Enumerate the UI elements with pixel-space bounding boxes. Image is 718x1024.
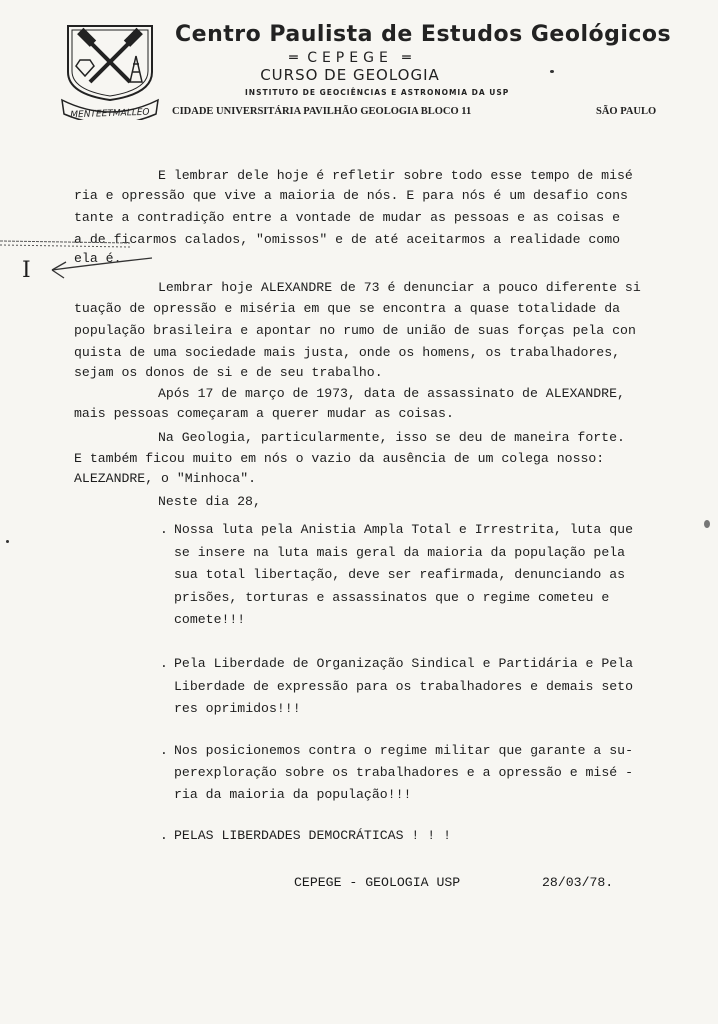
letterhead-address: CIDADE UNIVERSITÁRIA PAVILHÃO GEOLOGIA BLOCO 11 [172, 106, 472, 117]
bullet-dot: . [160, 743, 168, 758]
bullet-1-line: Nossa luta pela Anistia Ampla Total e Irrestrita, luta que [174, 522, 633, 537]
p2-line: quista de uma sociedade mais justa, onde os homens, os trabalhadores, [74, 345, 621, 360]
bullet-3-line: perexploração sobre os trabalhadores e a opressão e misé - [174, 765, 633, 780]
geology-crest-logo [60, 20, 160, 120]
bullet-2-line: Liberdade de expressão para os trabalhadores e demais seto [174, 679, 633, 694]
p4-line: Na Geologia, particularmente, isso se deu de maneira forte. [158, 430, 625, 445]
bullet-1-line: prisões, torturas e assassinatos que o regime cometeu e [174, 590, 610, 605]
bullet-2-line: Pela Liberdade de Organização Sindical e Partidária e Pela [174, 656, 633, 671]
p4-line: E também ficou muito em nós o vazio da ausência de um colega nosso: [74, 451, 605, 466]
signature-date: 28/03/78. [542, 875, 614, 890]
bullet-dot: . [160, 828, 168, 843]
bullet-dot: . [160, 656, 168, 671]
bullet-2-line: res oprimidos!!! [174, 701, 301, 716]
scan-speck [550, 70, 554, 73]
letterhead-title: Centro Paulista de Estudos Geológicos [175, 22, 672, 47]
p2-line: sejam os donos de si e de seu trabalho. [74, 365, 383, 380]
p4-line: ALEZANDRE, o "Minhoca". [74, 471, 257, 486]
bullet-dot: . [160, 522, 168, 537]
bullet-1-line: se insere na luta mais geral da maioria da população pela [174, 545, 626, 560]
bullet-1-line: sua total libertação, deve ser reafirmada, denunciando as [174, 567, 626, 582]
p1-line: ria e opressão que vive a maioria de nós. E para nós é um desafio cons [74, 188, 628, 203]
p1-line: ela é. [74, 251, 122, 266]
margin-strike-lines [0, 236, 140, 250]
bullet-1-line: comete!!! [174, 612, 246, 627]
letterhead-institute: INSTITUTO DE GEOCIÊNCIAS E ASTRONOMIA DA USP [245, 88, 510, 97]
p2-line: população brasileira e apontar no rumo de união de suas forças pela con [74, 323, 636, 338]
letterhead-abbrev: ═ CEPEGE ═ [289, 50, 411, 66]
p3-line: mais pessoas começaram a querer mudar as coisas. [74, 406, 454, 421]
bullet-3-line: ria da maioria da população!!! [174, 787, 412, 802]
scan-speck [6, 540, 9, 543]
margin-arrow-icon [18, 250, 158, 284]
bullet-4-line: PELAS LIBERDADES DEMOCRÁTICAS ! ! ! [174, 828, 451, 843]
margin-note-numeral: I [22, 258, 31, 283]
p3-line: Após 17 de março de 1973, data de assassinato de ALEXANDRE, [158, 386, 625, 401]
letterhead-city: SÃO PAULO [596, 106, 657, 117]
p5-line: Neste dia 28, [158, 494, 261, 509]
scan-speck [704, 520, 710, 528]
letterhead-course: CURSO DE GEOLOGIA [260, 66, 440, 84]
signature-org: CEPEGE - GEOLOGIA USP [294, 875, 461, 890]
p2-line: tuação de opressão e miséria em que se encontra a quase totalidade da [74, 301, 621, 316]
letterhead-abbrev-text: CEPEGE [307, 50, 393, 66]
p2-line: Lembrar hoje ALEXANDRE de 73 é denunciar a pouco diferente si [158, 280, 641, 295]
p1-line: a de ficarmos calados, "omissos" e de até aceitarmos a realidade como [74, 232, 621, 247]
bullet-3-line: Nos posicionemos contra o regime militar que garante a su- [174, 743, 633, 758]
p1-line: E lembrar dele hoje é refletir sobre todo esse tempo de misé [158, 168, 633, 183]
p1-line: tante a contradição entre a vontade de mudar as pessoas e as coisas e [74, 210, 621, 225]
crest-motto: MENTEETMALLEO [70, 107, 150, 120]
